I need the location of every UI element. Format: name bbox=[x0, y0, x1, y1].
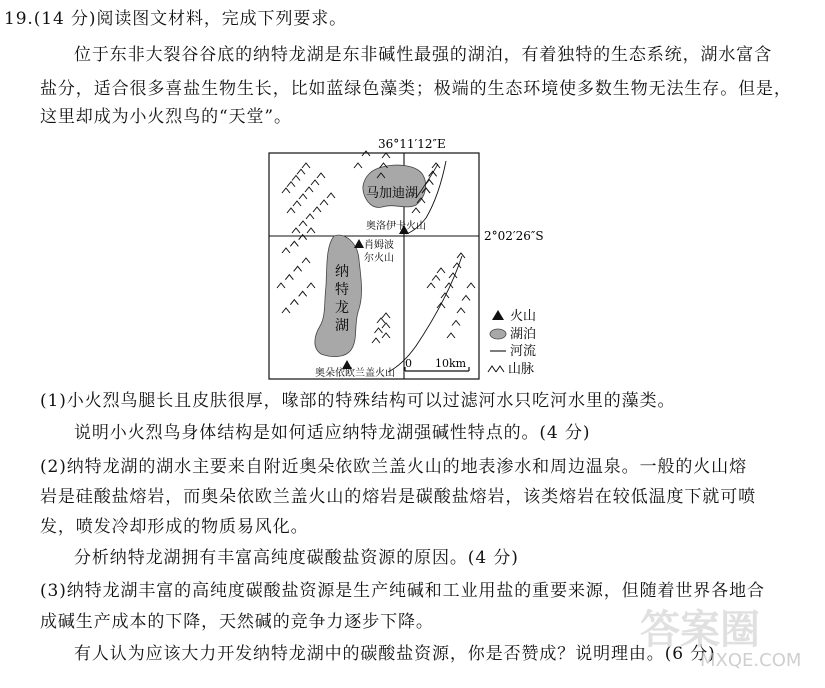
volcano-icon bbox=[354, 239, 364, 248]
mountain-mark bbox=[432, 276, 440, 281]
lake-natron-char: 纳 bbox=[335, 264, 349, 280]
mountain-mark bbox=[452, 321, 460, 326]
lake-natron-char: 湖 bbox=[335, 318, 349, 334]
mountain-mark bbox=[294, 266, 302, 271]
subq3-line: (3)纳特龙湖丰富的高纯度碳酸盐资源是生产纯碱和工业用盐的重要来源，但随着世界各地合 bbox=[40, 581, 765, 601]
mountain-mark bbox=[382, 323, 390, 328]
question-number: 19. bbox=[4, 9, 34, 29]
mountain-mark bbox=[307, 228, 315, 233]
mountain-mark bbox=[429, 171, 437, 176]
subq1-line: 说明小火烈鸟身体结构是如何适应纳特龙湖强碱性特点的。(4 分) bbox=[74, 423, 591, 443]
mountain-mark bbox=[302, 163, 310, 168]
subq3-line: 有人认为应该大力开发纳特龙湖中的碳酸盐资源，你是否赞成？说明理由。(6 分) bbox=[74, 644, 716, 664]
watermark-text: MXQE.COM bbox=[700, 650, 802, 671]
volcano-label: 肖姆波 bbox=[364, 240, 394, 251]
mountain-mark bbox=[437, 268, 445, 273]
question-instruction: 阅读图文材料，完成下列要求。 bbox=[96, 9, 348, 29]
lake-magadi-label: 马加迪湖 bbox=[366, 186, 419, 201]
mountain-mark bbox=[282, 308, 290, 313]
question-score: (14 分) bbox=[33, 9, 97, 29]
mountain-mark bbox=[292, 228, 300, 233]
mountain-mark bbox=[293, 201, 301, 206]
mountain-mark bbox=[313, 207, 321, 212]
mountain-icon bbox=[488, 366, 504, 372]
mountain-mark bbox=[427, 283, 435, 288]
mountain-mark bbox=[320, 200, 328, 205]
mountain-mark bbox=[297, 169, 305, 174]
mountain-mark bbox=[372, 338, 380, 343]
scale-start: 0 bbox=[405, 357, 412, 370]
question-header bbox=[4, 8, 347, 30]
mountain-mark bbox=[305, 187, 313, 192]
longitude-label: 36°11′12″E bbox=[378, 137, 446, 151]
volcano-label: 奥洛伊卡火山 bbox=[366, 221, 426, 232]
mountain-mark bbox=[375, 328, 383, 333]
mountain-mark bbox=[437, 303, 445, 308]
mountain-mark bbox=[311, 180, 319, 185]
material-line: 位于东非大裂谷谷底的纳特龙湖是东非碱性最强的湖泊，有着独特的生态系统，湖水富含 bbox=[74, 45, 773, 65]
legend-label: 火山 bbox=[510, 309, 537, 324]
lake-natron-char: 龙 bbox=[335, 300, 349, 316]
subq2-line: 发，喷发冷却形成的物质易风化。 bbox=[40, 517, 309, 537]
legend-label: 山脉 bbox=[508, 362, 535, 377]
mountain-mark bbox=[382, 333, 390, 338]
legend-label: 湖泊 bbox=[510, 327, 537, 342]
mountain-mark bbox=[287, 182, 295, 187]
mountain-mark bbox=[292, 176, 300, 181]
subq2-line: (2)纳特龙湖的湖水主要来自附近奥朵依欧兰盖火山的地表渗水和周边温泉。一般的火山熔 bbox=[40, 457, 747, 477]
mountain-mark bbox=[306, 214, 314, 219]
volcano-icon bbox=[492, 310, 504, 320]
legend bbox=[488, 308, 536, 377]
mountain-mark bbox=[354, 163, 362, 168]
map-svg bbox=[266, 136, 596, 381]
subq2-line: 岩是硅酸盐熔岩，而奥朵依欧兰盖火山的熔岩是碳酸盐熔岩，该类熔岩在较低温度下就可喷 bbox=[40, 487, 756, 507]
mountain-mark bbox=[299, 235, 307, 240]
mountain-mark bbox=[282, 188, 290, 193]
mountain-mark bbox=[457, 308, 465, 313]
mountain-mark bbox=[382, 153, 390, 158]
mountain-mark bbox=[299, 221, 307, 226]
material-line: 这里却成为小火烈鸟的“天堂”。 bbox=[40, 107, 292, 127]
mountain-mark bbox=[447, 333, 455, 338]
subq3-line: 成碱生产成本的下降，天然碱的竞争力逐步下降。 bbox=[40, 612, 434, 632]
mountain-mark bbox=[299, 291, 307, 296]
mountain-mark bbox=[290, 300, 298, 305]
mountain-mark bbox=[462, 296, 470, 301]
mountain-mark bbox=[290, 241, 298, 246]
mountain-mark bbox=[277, 283, 285, 288]
mountain-mark bbox=[285, 275, 293, 280]
mountain-mark bbox=[302, 258, 310, 263]
lake-icon bbox=[490, 329, 506, 339]
volcano-label: 尔火山 bbox=[364, 253, 394, 264]
mountain-mark bbox=[377, 318, 385, 323]
mountain-mark bbox=[299, 194, 307, 199]
lake-natron-char: 特 bbox=[335, 282, 349, 298]
mountain-mark bbox=[287, 208, 295, 213]
mountain-mark bbox=[467, 283, 475, 288]
subq2-line: 分析纳特龙湖拥有丰富高纯度碳酸盐资源的原因。(4 分) bbox=[74, 548, 519, 568]
mountain-mark bbox=[453, 263, 461, 268]
mountain-mark bbox=[382, 313, 390, 318]
mountain-mark bbox=[307, 283, 315, 288]
scale-end: 10km bbox=[435, 357, 467, 370]
mountain-mark bbox=[282, 248, 290, 253]
map-figure bbox=[266, 136, 596, 381]
volcano-label: 奥朵依欧兰盖火山 bbox=[315, 368, 395, 379]
latitude-label: 2°02′26″S bbox=[484, 229, 544, 243]
mountain-mark bbox=[457, 253, 465, 258]
material-line: 盐分，适合很多喜盐生物生长，比如蓝绿色藻类；极端的生态环境使多数生物无法生存。但是， bbox=[40, 79, 792, 99]
mountain-mark bbox=[317, 173, 325, 178]
watermark-logo: 答案圈 bbox=[640, 607, 760, 653]
river bbox=[388, 256, 462, 372]
mountain-mark bbox=[412, 208, 420, 213]
subq1-line: (1)小火烈鸟腿长且皮肤很厚，喙部的特殊结构可以过滤河水只吃河水里的藻类。 bbox=[40, 391, 676, 411]
legend-label: 河流 bbox=[510, 344, 537, 359]
mountain-mark bbox=[327, 193, 335, 198]
